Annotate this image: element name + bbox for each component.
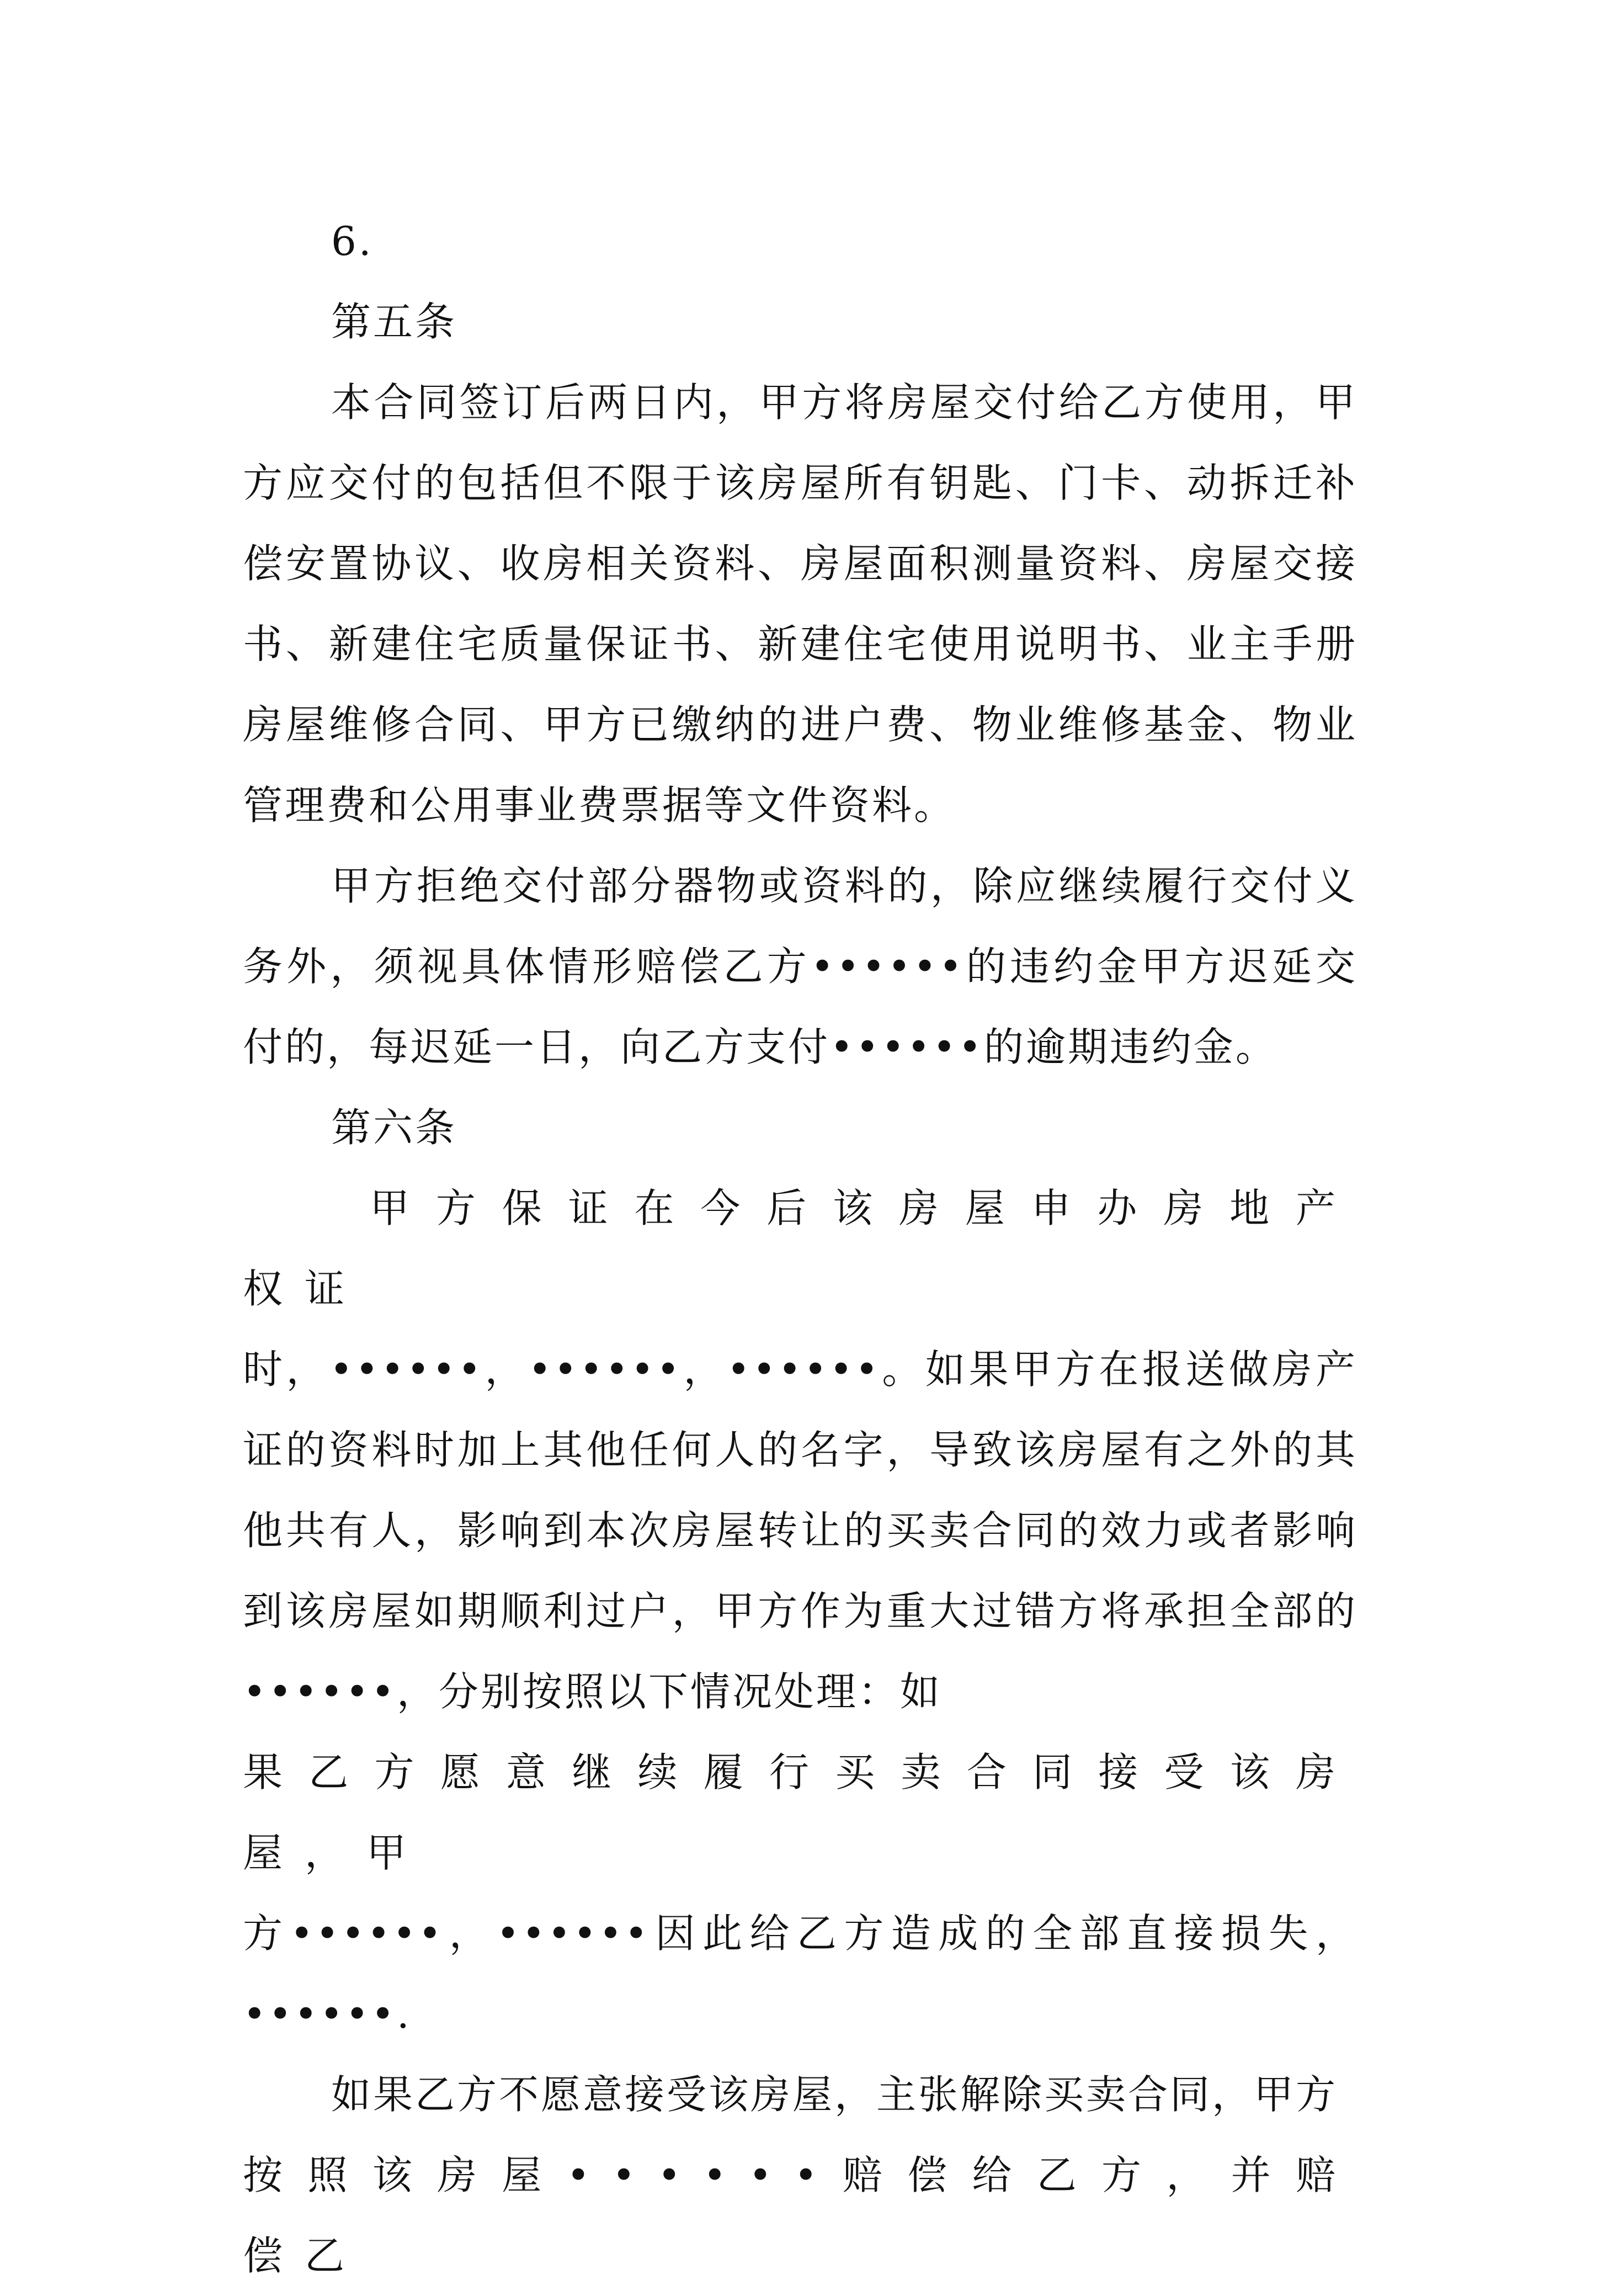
article-6-paragraph-1-first-line: 甲方保证在今后该房屋申办房地产权证 bbox=[243, 1185, 1358, 1312]
article-6-paragraph-2-spaced-line: 按照该房屋••••••赔偿给乙方，并赔偿乙 bbox=[243, 2152, 1358, 2279]
article-6-paragraph-1-end: 方••••••，••••••因此给乙方造成的全部直接损失，••••••. bbox=[243, 1910, 1358, 2037]
article-6-paragraph-1-spaced-line: 果乙方愿意继续履行买卖合同接受该房屋，甲 bbox=[243, 1749, 1358, 1876]
document-body bbox=[243, 201, 1358, 2296]
article-6-title: 第六条 bbox=[331, 1104, 457, 1151]
article-5-title: 第五条 bbox=[331, 299, 457, 345]
list-number: 6. bbox=[331, 218, 374, 264]
article-6-paragraph-2-first-line: 如果乙方不愿意接受该房屋，主张解除买卖合同，甲方 bbox=[331, 2071, 1338, 2118]
article-5-paragraph-1: 本合同签订后两日内，甲方将房屋交付给乙方使用，甲方应交付的包括但不限于该房屋所有钥匙、门卡、动拆迁补偿安置协议、收房相关资料、房屋面积测量资料、房屋交接书、新建住宅质量保证书、新建住宅使用说明书、业主手册房屋维修合同、甲方已缴纳的进户费、物业维修基金、物业管理费和公用事业费票据等文件资料。 bbox=[243, 379, 1358, 828]
article-5-paragraph-2: 甲方拒绝交付部分器物或资料的，除应继续履行交付义务外，须视具体情形赔偿乙方••••••的违约金甲方迟延交付的，每迟延一日，向乙方支付••••••的逾期违约金。 bbox=[243, 863, 1358, 1070]
article-6-paragraph-1-body: 时，••••••，••••••，••••••。如果甲方在报送做房产证的资料时加上其他任何人的名字，导致该房屋有之外的其他共有人，影响到本次房屋转让的买卖合同的效力或者影响到该房屋如期顺利过户，甲方作为重大过错方将承担全部的••••••，分别按照以下情况处理：如 bbox=[243, 1346, 1358, 1715]
